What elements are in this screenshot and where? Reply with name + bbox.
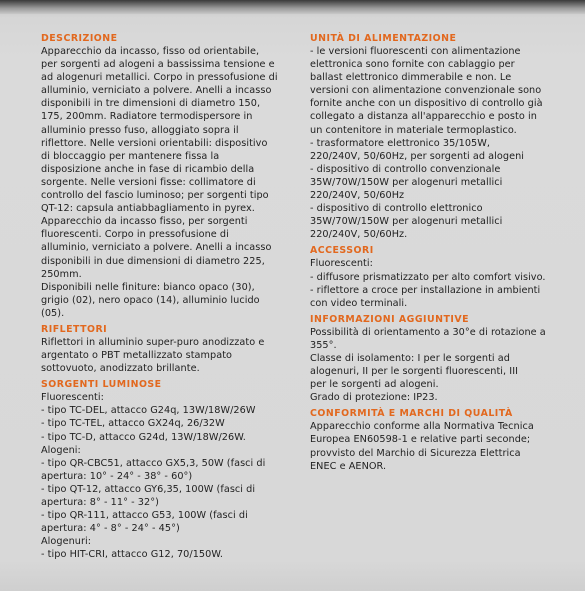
text-unita-alimentazione: - le versioni fluorescenti con alimentazione elettronica sono fornite con cablaggio per ballast elettronico dimmerabile e non. Le versioni con alimentazione convenzionale sono fornite anche con un dispositivo di controllo già collegato a distanza all'apparecchio e posto in un contenitore in materiale termoplastico. - trasformatore elettronico 35/105W, 220/240V, 50/60Hz, per sorgenti ad alogeni - dispositivo di controllo convenzionale 35W/70W/150W per alogenuri metallici 220/240V, 50/60Hz - dispositivo di controllo elettronico 35W/70W/150W per alogenuri metallici 220/240V, 50/60Hz. [310, 46, 543, 241]
text-descrizione: Apparecchio da incasso, fisso od orientabile, per sorgenti ad alogeni a bassissima tensione e ad alogenuri metallici. Corpo in pressofusione di alluminio, verniciato a polvere. Anelli a incasso disponibili in tre dimensioni di diametro 150, 175, 200mm. Radiatore termodispersore in alluminio presso fuso, alloggiato sopra il riflettore. Nelle versioni orientabili: dispositivo di bloccaggio per mantenere fissa la disposizione anche in fase di ricambio della sorgente. Nelle versioni fisse: collimatore di controllo del fascio luminoso; per sorgenti tipo QT-12: capsula antiabbagliamento in pyrex. Apparecchio da incasso fisso, per sorgenti fluorescenti. Corpo in pressofusione di alluminio, verniciato a polvere. Anelli a incasso disponibili in due dimensioni di diametro 225, 250mm. Disponibili nelle finiture: bianco opaco (30), grigio (02), nero opaco (14), alluminio lucido (05). [41, 46, 278, 319]
text-informazioni-aggiuntive: Possibilità di orientamento a 30°e di rotazione a 355°. Classe di isolamento: I per le sorgenti ad alogenuri, II per le sorgenti fluorescenti, III per le sorgenti ad alogeni. Grado di protezione: IP23. [310, 326, 546, 404]
text-sorgenti-luminose: Fluorescenti: - tipo TC-DEL, attacco G24q, 13W/18W/26W - tipo TC-TEL, attacco GX24q, 26/32W - tipo TC-D, attacco G24d, 13W/18W/26W. Alogeni: - tipo QR-CBC51, attacco GX5,3, 50W (fasci di apertura: 10° - 24° - 38° - 60°) - tipo QT-12, attacco GY6,35, 100W (fasci di apertura: 8° - 11° - 32°) - tipo QR-111, attacco G53, 100W (fasci di apertura: 4° - 8° - 24° - 45°) Alogenuri: - tipo HIT-CRI, attacco G12, 70/150W. [41, 392, 266, 561]
heading-unita-alimentazione: UNITÀ DI ALIMENTAZIONE [310, 33, 457, 44]
left-column [41, 33, 291, 561]
heading-informazioni-aggiuntive: INFORMAZIONI AGGIUNTIVE [310, 313, 470, 325]
heading-accessori: ACCESSORI [310, 245, 374, 257]
heading-sorgenti-luminose: SORGENTI LUMINOSE [41, 379, 162, 391]
text-riflettori: Riflettori in alluminio super-puro anodizzato e argentato o PBT metallizzato stampato sottovuoto, anodizzato brillante. [41, 336, 265, 375]
top-frame [0, 0, 585, 14]
text-accessori: Fluorescenti: - diffusore prismatizzato per alto comfort visivo. - riflettore a croce per installazione in ambienti con video terminali. [310, 258, 546, 309]
heading-descrizione: DESCRIZIONE [41, 33, 118, 44]
heading-riflettori: RIFLETTORI [41, 323, 108, 335]
heading-conformita: CONFORMITÀ E MARCHI DI QUALITÀ [310, 408, 513, 420]
text-conformita: Apparecchio conforme alla Normativa Tecnica Europea EN60598-1 e relative parti seconde; provvisto del Marchio di Sicurezza Elettrica ENEC e AENOR. [310, 421, 534, 472]
right-column [310, 33, 560, 473]
